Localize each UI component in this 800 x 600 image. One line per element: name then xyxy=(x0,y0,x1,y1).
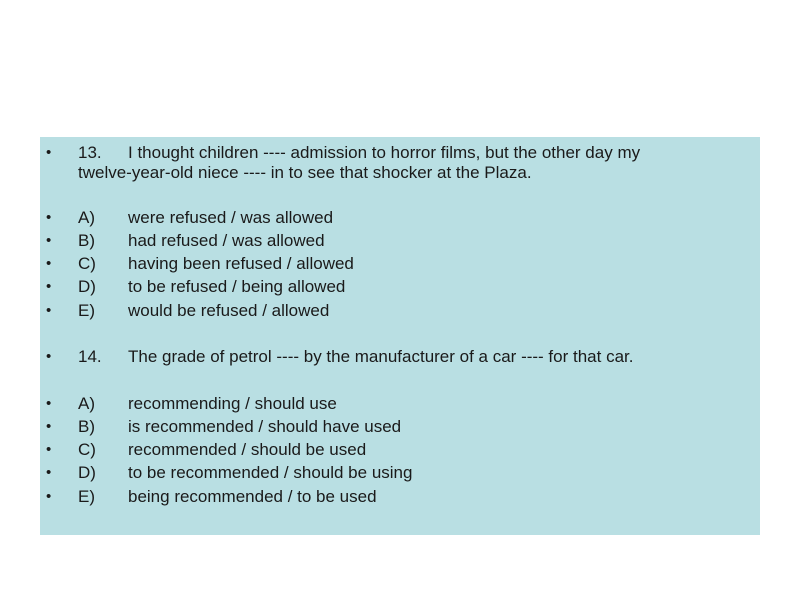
option-text: being recommended / to be used xyxy=(128,487,377,506)
option-letter: B) xyxy=(78,231,95,250)
bullet: • xyxy=(46,255,52,272)
option-letter: E) xyxy=(78,487,95,506)
option-text: to be refused / being allowed xyxy=(128,277,346,296)
question-number: 13. xyxy=(78,143,102,162)
bullet: • xyxy=(46,418,52,435)
option-letter: A) xyxy=(78,394,95,413)
bullet: • xyxy=(46,278,52,295)
option-text: recommending / should use xyxy=(128,394,337,413)
option-letter: C) xyxy=(78,440,96,459)
bullet: • xyxy=(46,144,52,161)
option-letter: E) xyxy=(78,301,95,320)
option-text: recommended / should be used xyxy=(128,440,367,459)
bullet: • xyxy=(46,464,52,481)
question-panel xyxy=(40,137,760,535)
option-letter: B) xyxy=(78,417,95,436)
question-number: 14. xyxy=(78,347,102,366)
option-text: had refused / was allowed xyxy=(128,231,325,250)
option-letter: D) xyxy=(78,277,96,296)
bullet: • xyxy=(46,302,52,319)
question-stem-line: twelve-year-old niece ---- in to see that shocker at the Plaza. xyxy=(78,163,532,182)
option-letter: A) xyxy=(78,208,95,227)
option-text: having been refused / allowed xyxy=(128,254,354,273)
option-text: to be recommended / should be using xyxy=(128,463,413,482)
bullet: • xyxy=(46,441,52,458)
bullet: • xyxy=(46,348,52,365)
bullet: • xyxy=(46,488,52,505)
option-text: were refused / was allowed xyxy=(128,208,334,227)
option-text: is recommended / should have used xyxy=(128,417,402,436)
option-letter: D) xyxy=(78,463,96,482)
bullet: • xyxy=(46,209,52,226)
bullet: • xyxy=(46,395,52,412)
bullet: • xyxy=(46,232,52,249)
option-letter: C) xyxy=(78,254,96,273)
question-stem-line: I thought children ---- admission to horror films, but the other day my xyxy=(128,143,641,162)
option-text: would be refused / allowed xyxy=(128,301,330,320)
question-stem-line: The grade of petrol ---- by the manufacturer of a car ---- for that car. xyxy=(128,347,634,366)
